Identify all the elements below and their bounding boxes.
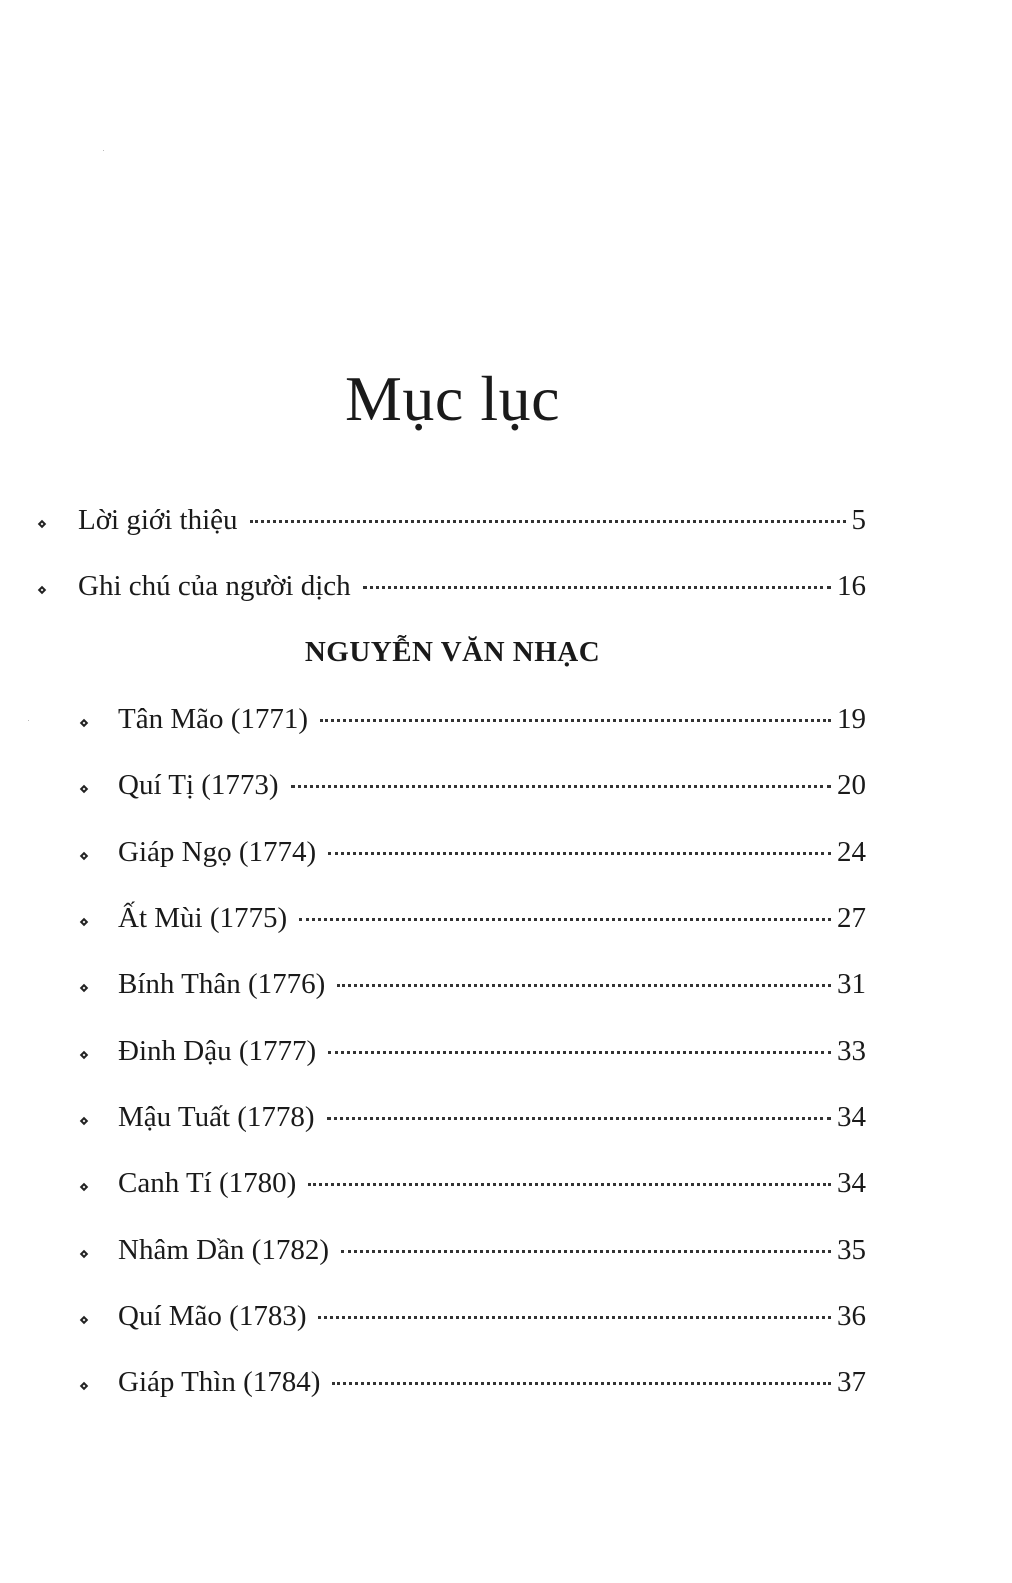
toc-entry-page: 34: [837, 1167, 866, 1199]
toc-entry-label: Mậu Tuất (1778): [118, 1101, 315, 1133]
diamond-bullet-icon: [36, 500, 50, 540]
toc-entry-label: Canh Tí (1780): [118, 1167, 297, 1199]
toc-entry-page: 34: [837, 1101, 866, 1133]
paper-speck: [103, 150, 104, 151]
toc-entry-page: 16: [837, 570, 866, 602]
dot-leader: [291, 785, 831, 788]
toc-entry-label: Ghi chú của người dịch: [78, 570, 351, 602]
toc-entry[interactable]: [118, 1362, 866, 1402]
diamond-bullet-icon: [78, 832, 92, 872]
toc-entry-page: 20: [837, 769, 866, 801]
toc-entry[interactable]: [118, 1163, 866, 1203]
dot-leader: [318, 1316, 831, 1319]
toc-entry-page: 37: [837, 1366, 866, 1398]
toc-entry-introduction[interactable]: [78, 500, 866, 540]
diamond-bullet-icon: [78, 1031, 92, 1071]
section-heading: NGUYỄN VĂN NHẠC: [304, 636, 601, 668]
dot-leader: [328, 852, 831, 855]
toc-entry[interactable]: [118, 898, 866, 938]
toc-entry-page: 27: [837, 902, 866, 934]
toc-entry-label: Giáp Thìn (1784): [118, 1366, 321, 1398]
toc-entry-label: Bính Thân (1776): [118, 968, 326, 1000]
toc-entry-label: Nhâm Dần (1782): [118, 1234, 330, 1266]
diamond-bullet-icon: [78, 699, 92, 739]
toc-entry-label: Ất Mùi (1775): [118, 902, 288, 934]
toc-entry-label: Đinh Dậu (1777): [118, 1035, 317, 1067]
dot-leader: [320, 719, 831, 722]
diamond-bullet-icon: [78, 1362, 92, 1402]
diamond-bullet-icon: [78, 964, 92, 1004]
toc-entry-label: Lời giới thiệu: [78, 504, 238, 536]
diamond-bullet-icon: [78, 1296, 92, 1336]
toc-entry[interactable]: [118, 1097, 866, 1137]
toc-entry-label: Quí Tị (1773): [118, 769, 279, 801]
diamond-bullet-icon: [78, 1097, 92, 1137]
toc-entry[interactable]: [118, 964, 866, 1004]
toc-entry[interactable]: [118, 832, 866, 872]
toc-entry[interactable]: [118, 1296, 866, 1336]
paper-speck: [28, 720, 29, 721]
dot-leader: [327, 1117, 831, 1120]
toc-entry-page: 33: [837, 1035, 866, 1067]
toc-entry[interactable]: [118, 1031, 866, 1071]
page-title: Mục lục: [345, 362, 560, 434]
toc-entry-page: 36: [837, 1300, 866, 1332]
dot-leader: [299, 918, 831, 921]
toc-entry-page: 35: [837, 1234, 866, 1266]
toc-entry[interactable]: [118, 1230, 866, 1270]
diamond-bullet-icon: [36, 566, 50, 606]
dot-leader: [328, 1051, 831, 1054]
toc-entry-label: Tân Mão (1771): [118, 703, 309, 735]
diamond-bullet-icon: [78, 1163, 92, 1203]
toc-entry-label: Giáp Ngọ (1774): [118, 836, 317, 868]
toc-entry-page: 24: [837, 836, 866, 868]
toc-entry-page: 31: [837, 968, 866, 1000]
diamond-bullet-icon: [78, 765, 92, 805]
toc-entry-page: 5: [851, 504, 866, 536]
dot-leader: [341, 1250, 831, 1253]
dot-leader: [363, 586, 831, 589]
toc-entry[interactable]: [118, 765, 866, 805]
dot-leader: [337, 984, 831, 987]
diamond-bullet-icon: [78, 1230, 92, 1270]
toc-entry-page: 19: [837, 703, 866, 735]
dot-leader: [308, 1183, 831, 1186]
toc-entry[interactable]: [118, 699, 866, 739]
toc-entry-label: Quí Mão (1783): [118, 1300, 307, 1332]
toc-entry-translator-notes[interactable]: [78, 566, 866, 606]
dot-leader: [332, 1382, 831, 1385]
dot-leader: [250, 520, 846, 523]
diamond-bullet-icon: [78, 898, 92, 938]
